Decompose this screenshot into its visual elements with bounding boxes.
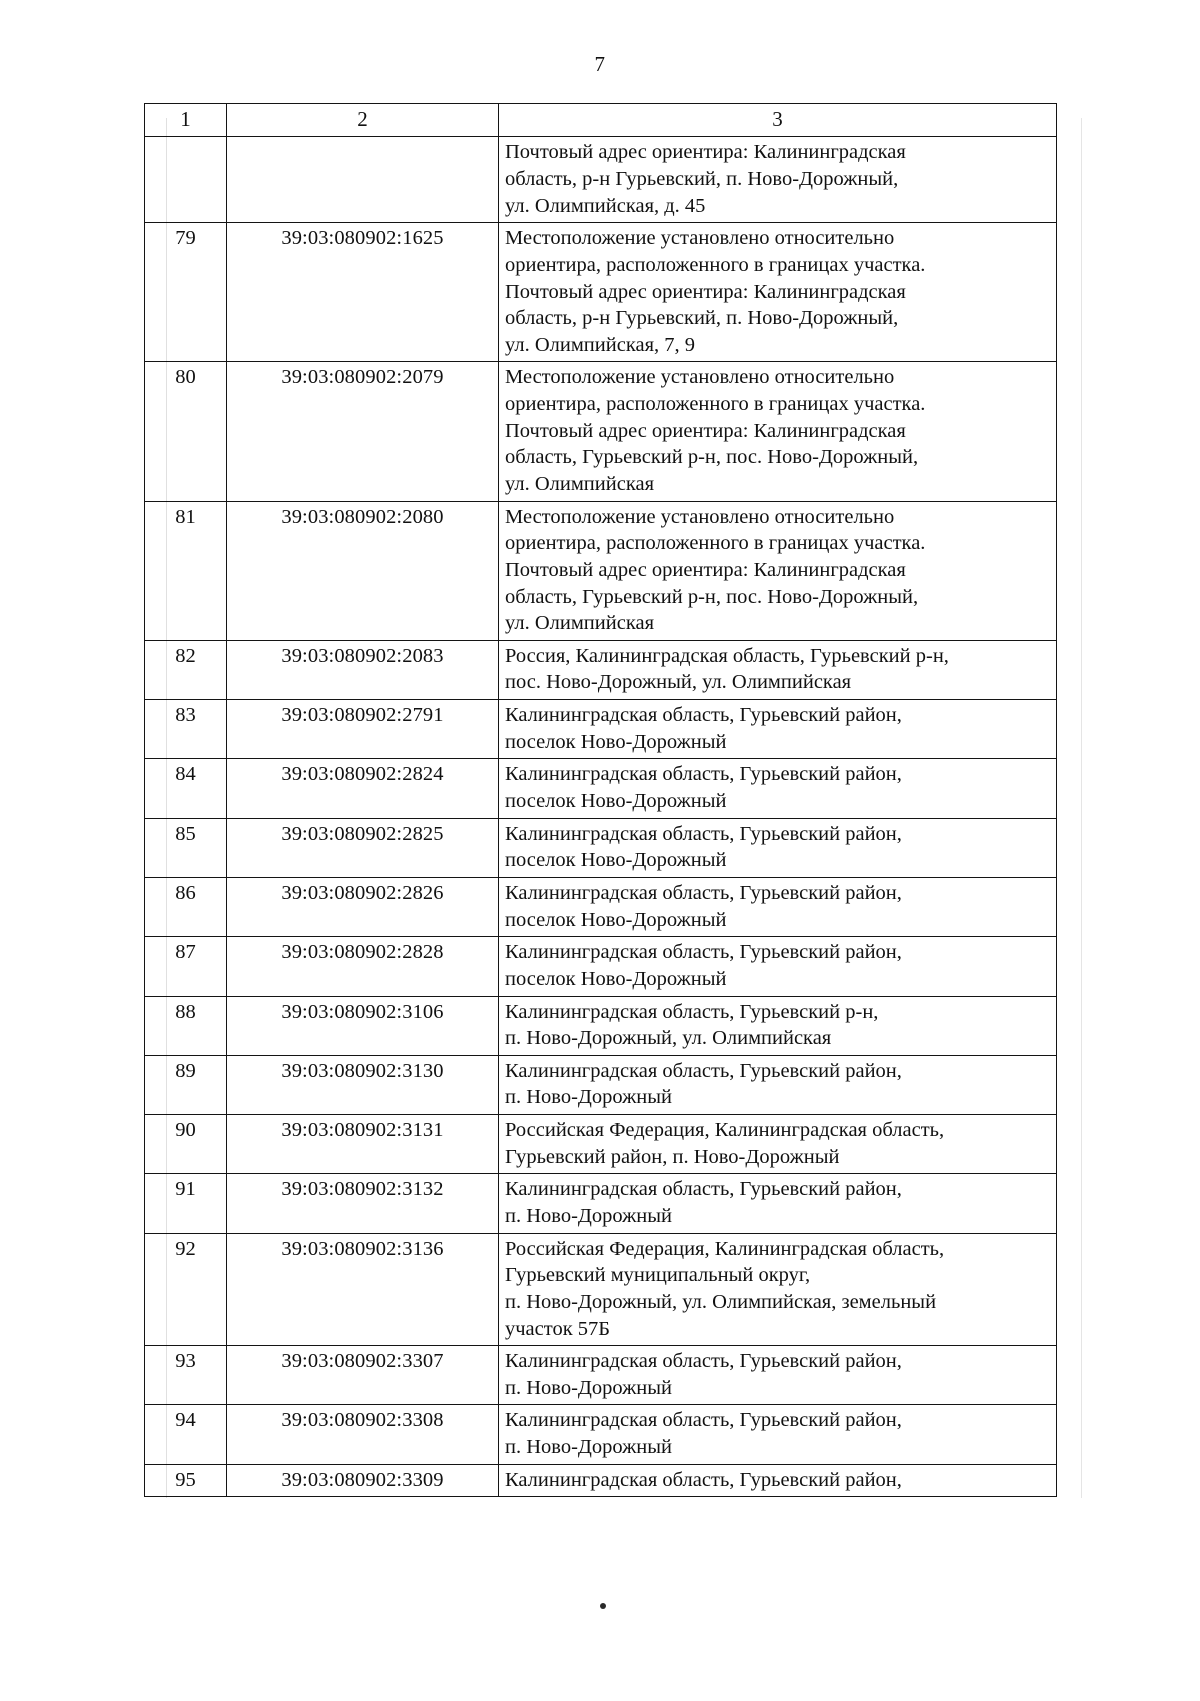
cell-address — [499, 640, 1057, 699]
table-row — [145, 1405, 1057, 1464]
address-line: Калининградская область, Гурьевский район, — [505, 1350, 902, 1373]
table-row — [145, 1115, 1057, 1174]
land-parcels-table-wrapper — [144, 103, 1056, 1497]
address-line: Почтовый адрес ориентира: Калининградская — [505, 141, 906, 164]
cell-cadastral-number: 39:03:080902:3132 — [227, 1174, 499, 1233]
cell-index: 90 — [145, 1115, 227, 1174]
cell-index: 89 — [145, 1055, 227, 1114]
cell-address — [499, 759, 1057, 818]
address-line: Гурьевский муниципальный округ, — [505, 1264, 811, 1287]
address-line: ориентира, расположенного в границах участка. — [505, 532, 926, 555]
address-line: Местоположение установлено относительно — [505, 505, 895, 528]
address-line: поселок Ново-Дорожный — [505, 730, 727, 753]
address-line: Калининградская область, Гурьевский район, — [505, 704, 902, 727]
cell-index: 88 — [145, 996, 227, 1055]
cell-address — [499, 877, 1057, 936]
cell-index: 92 — [145, 1233, 227, 1346]
cell-cadastral-number — [227, 137, 499, 223]
table-row — [145, 1346, 1057, 1405]
cell-index: 95 — [145, 1464, 227, 1497]
address-line: Гурьевский район, п. Ново-Дорожный — [505, 1145, 840, 1168]
address-line: поселок Ново-Дорожный — [505, 790, 727, 813]
table-row — [145, 937, 1057, 996]
cell-cadastral-number: 39:03:080902:3131 — [227, 1115, 499, 1174]
table-row — [145, 362, 1057, 501]
table-row — [145, 640, 1057, 699]
cell-index: 93 — [145, 1346, 227, 1405]
table-row — [145, 1464, 1057, 1497]
table-row — [145, 996, 1057, 1055]
address-line: ориентира, расположенного в границах участка. — [505, 253, 926, 276]
cell-index: 85 — [145, 818, 227, 877]
address-line: поселок Ново-Дорожный — [505, 967, 727, 990]
address-line: Калининградская область, Гурьевский район, — [505, 941, 902, 964]
address-line: поселок Ново-Дорожный — [505, 908, 727, 931]
cell-cadastral-number: 39:03:080902:2826 — [227, 877, 499, 936]
cell-index: 84 — [145, 759, 227, 818]
table-row — [145, 223, 1057, 362]
cell-address — [499, 1346, 1057, 1405]
address-line: п. Ново-Дорожный — [505, 1086, 672, 1109]
cell-cadastral-number: 39:03:080902:3309 — [227, 1464, 499, 1497]
cell-index: 83 — [145, 700, 227, 759]
address-line: Калининградская область, Гурьевский р-н, — [505, 1000, 879, 1023]
address-line: область, р-н Гурьевский, п. Ново-Дорожный, — [505, 307, 899, 330]
cell-index: 86 — [145, 877, 227, 936]
cell-cadastral-number: 39:03:080902:2079 — [227, 362, 499, 501]
table-row — [145, 1233, 1057, 1346]
cell-address — [499, 1405, 1057, 1464]
cell-cadastral-number: 39:03:080902:3106 — [227, 996, 499, 1055]
address-line: Почтовый адрес ориентира: Калининградская — [505, 558, 906, 581]
land-parcels-table — [144, 103, 1057, 1497]
address-line: Почтовый адрес ориентира: Калининградская — [505, 280, 906, 303]
cell-index: 94 — [145, 1405, 227, 1464]
address-line: область, р-н Гурьевский, п. Ново-Дорожный, — [505, 167, 899, 190]
address-line: п. Ново-Дорожный — [505, 1205, 672, 1227]
address-line: пос. Ново-Дорожный, ул. Олимпийская — [505, 671, 852, 694]
column-header-index: 1 — [145, 104, 227, 137]
table-row — [145, 137, 1057, 223]
cell-index: 82 — [145, 640, 227, 699]
address-line: Почтовый адрес ориентира: Калининградская — [505, 419, 906, 442]
table-row — [145, 1055, 1057, 1114]
cell-index: 80 — [145, 362, 227, 501]
table-row — [145, 1174, 1057, 1233]
address-line: Россия, Калининградская область, Гурьевский р-н, — [505, 644, 949, 667]
page-number: 7 — [594, 52, 606, 76]
cell-index — [145, 137, 227, 223]
address-line: Калининградская область, Гурьевский район, — [505, 822, 902, 845]
cell-cadastral-number: 39:03:080902:3130 — [227, 1055, 499, 1114]
scan-artifact-dot — [600, 1603, 606, 1609]
cell-address — [499, 1115, 1057, 1174]
address-line: ориентира, расположенного в границах участка. — [505, 393, 926, 416]
address-line: ул. Олимпийская, 7, 9 — [505, 333, 695, 356]
cell-address — [499, 1174, 1057, 1233]
cell-index: 81 — [145, 501, 227, 640]
address-line: ул. Олимпийская — [505, 472, 654, 495]
address-line: Калининградская область, Гурьевский район, — [505, 1468, 902, 1491]
cell-cadastral-number: 39:03:080902:2080 — [227, 501, 499, 640]
address-line: Местоположение установлено относительно — [505, 227, 895, 250]
address-line: Калининградская область, Гурьевский район, — [505, 763, 902, 786]
table-row — [145, 759, 1057, 818]
cell-cadastral-number: 39:03:080902:3307 — [227, 1346, 499, 1405]
cell-cadastral-number: 39:03:080902:2825 — [227, 818, 499, 877]
address-line: область, Гурьевский р-н, пос. Ново-Дорожный, — [505, 446, 919, 469]
cell-cadastral-number: 39:03:080902:2824 — [227, 759, 499, 818]
address-line: п. Ново-Дорожный, ул. Олимпийская, земельный — [505, 1290, 937, 1313]
cell-address — [499, 700, 1057, 759]
cell-address — [499, 501, 1057, 640]
cell-address — [499, 137, 1057, 223]
cell-cadastral-number: 39:03:080902:3136 — [227, 1233, 499, 1346]
cell-cadastral-number: 39:03:080902:2791 — [227, 700, 499, 759]
address-line: ул. Олимпийская, д. 45 — [505, 194, 706, 217]
address-line: поселок Ново-Дорожный — [505, 849, 727, 872]
address-line: п. Ново-Дорожный — [505, 1436, 672, 1459]
cell-address — [499, 223, 1057, 362]
address-line: Российская Федерация, Калининградская область, — [505, 1119, 945, 1142]
cell-address — [499, 996, 1057, 1055]
table-row — [145, 501, 1057, 640]
table-row — [145, 700, 1057, 759]
column-header-address: 3 — [499, 104, 1057, 137]
cell-index: 79 — [145, 223, 227, 362]
address-line: Калининградская область, Гурьевский район, — [505, 1178, 902, 1201]
address-line: участок 57Б — [505, 1317, 611, 1340]
address-line: Калининградская область, Гурьевский район, — [505, 881, 902, 904]
cell-address — [499, 818, 1057, 877]
cell-cadastral-number: 39:03:080902:2828 — [227, 937, 499, 996]
cell-address — [499, 1464, 1057, 1497]
cell-cadastral-number: 39:03:080902:1625 — [227, 223, 499, 362]
address-line: п. Ново-Дорожный — [505, 1376, 672, 1399]
table-header-row — [145, 104, 1057, 137]
scan-edge-left — [166, 118, 167, 1498]
cell-address — [499, 1055, 1057, 1114]
scan-edge-right — [1081, 118, 1082, 1498]
address-line: Калининградская область, Гурьевский район, — [505, 1059, 902, 1082]
table-row — [145, 818, 1057, 877]
cell-address — [499, 937, 1057, 996]
address-line: Калининградская область, Гурьевский район, — [505, 1409, 902, 1432]
address-line: область, Гурьевский р-н, пос. Ново-Дорожный, — [505, 585, 919, 608]
cell-index: 87 — [145, 937, 227, 996]
cell-address — [499, 362, 1057, 501]
cell-cadastral-number: 39:03:080902:3308 — [227, 1405, 499, 1464]
cell-index: 91 — [145, 1174, 227, 1233]
address-line: Российская Федерация, Калининградская область, — [505, 1237, 945, 1260]
address-line: ул. Олимпийская — [505, 612, 654, 635]
table-row — [145, 877, 1057, 936]
column-header-cadastral: 2 — [227, 104, 499, 137]
cell-cadastral-number: 39:03:080902:2083 — [227, 640, 499, 699]
address-line: п. Ново-Дорожный, ул. Олимпийская — [505, 1027, 832, 1050]
cell-address — [499, 1233, 1057, 1346]
address-line: Местоположение установлено относительно — [505, 366, 895, 389]
